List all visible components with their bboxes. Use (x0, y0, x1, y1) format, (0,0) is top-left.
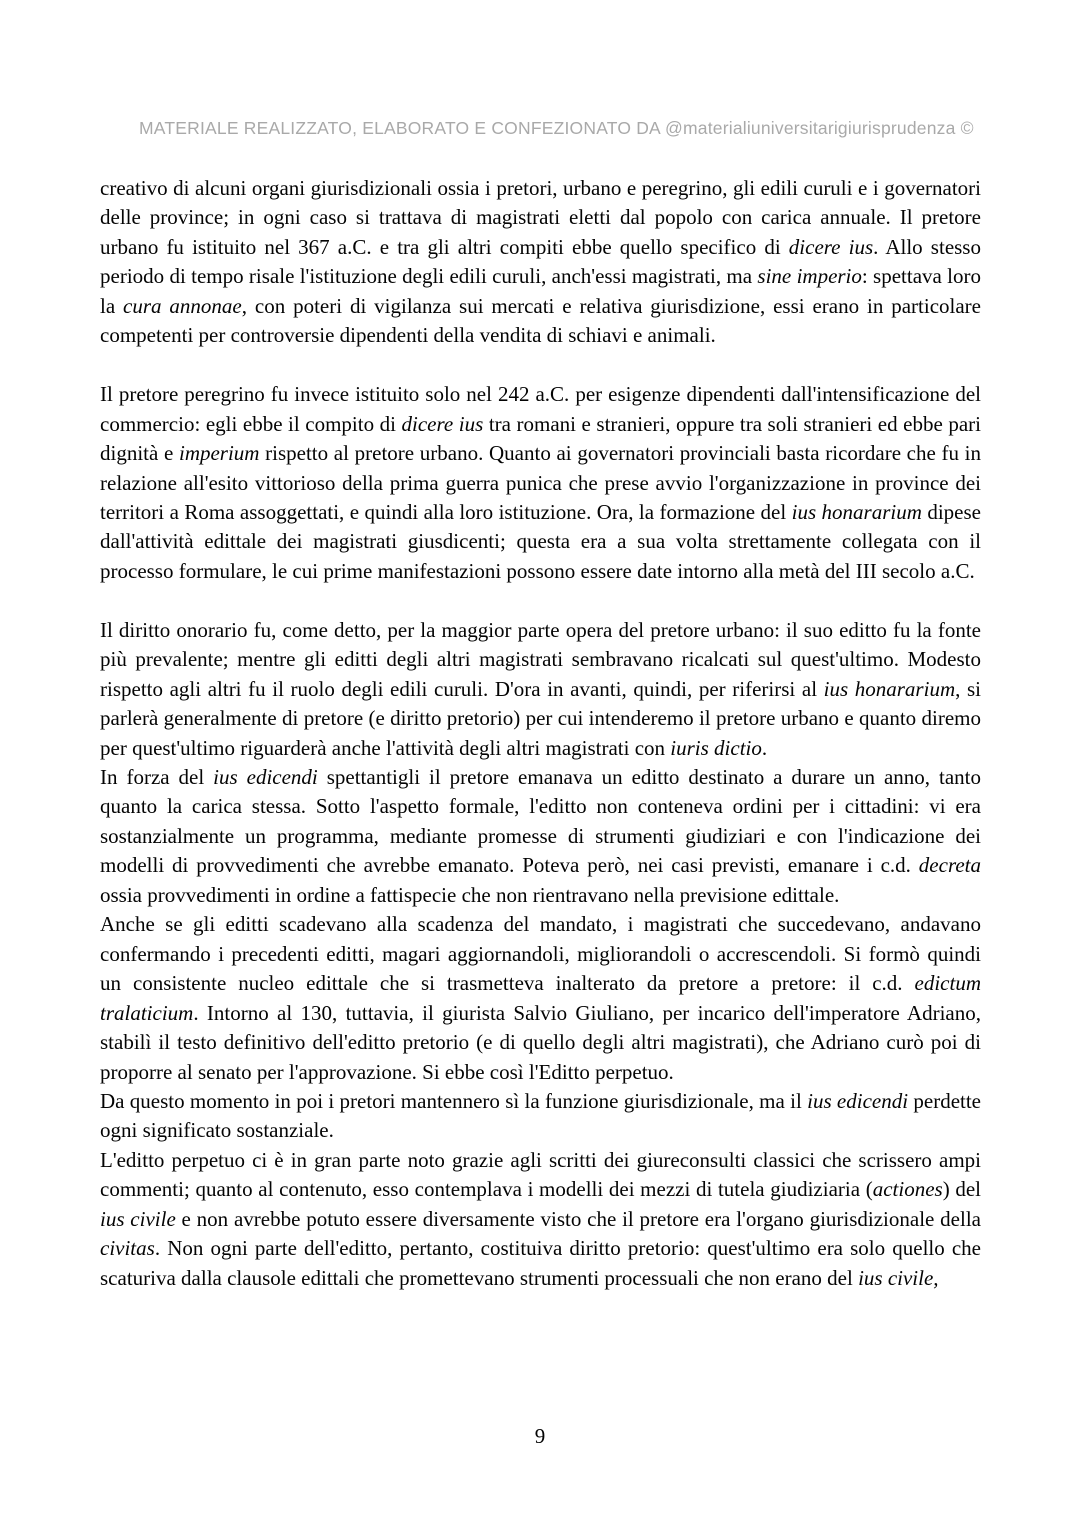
latin-term: imperium (178, 441, 260, 466)
latin-term: ius civile (100, 1206, 176, 1231)
text-run: L'editto perpetuo ci è in gran parte noto grazie agli scritti dei giureconsulti classici che scrissero ampi commenti; quanto al contenuto, esso contemplava i modelli dei mezzi di tutela giudiziaria ( (100, 1147, 981, 1202)
latin-term: cura annonae (123, 293, 242, 318)
latin-term: ius edicendi (807, 1089, 909, 1114)
text-run: Il diritto onorario fu, come detto, per la maggior parte opera del pretore urbano: il suo editto fu la fonte più prevalente; mentre gli editti degli altri magistrati sembravano ricalcati sul quest'ultimo. Modesto rispetto agli altri fu il ruolo degli edili curuli. D'ora in avanti, quindi, per riferirsi al (100, 617, 981, 701)
latin-term: iuris dictio (670, 735, 762, 760)
latin-term: civitas (100, 1236, 155, 1261)
paragraph (100, 1087, 981, 1146)
text-run: Anche se gli editti scadevano alla scadenza del mandato, i magistrati che succedevano, andavano confermando i precedenti editti, magari aggiornandoli, migliorandoli o accrescendoli. Si formò quindi un consistente nucleo edittale che si trasmetteva inalterato da pretore a pretore: il c.d. (100, 912, 981, 996)
latin-term: actiones (872, 1177, 943, 1202)
paragraph (100, 174, 981, 351)
text-run: spettantigli il pretore emanava un editto destinato a durare un anno, tanto quanto la carica stessa. Sotto l'aspetto formale, l'editto non conteneva ordini per i cittadini: vi era sostanzialmente un programma, mediante promesse di strumenti giudiziari e con l'indicazione dei modelli di provvedimenti che avrebbe emanato. Poteva però, nei casi previsti, emanare i c.d. (100, 765, 981, 878)
text-run: dipese dall'attività edittale dei magistrati giusdicenti; questa era a sua volta strettamente collegata con il processo formulare, le cui prime manifestazioni possono essere date intorno alla metà del III secolo a.C. (100, 499, 981, 583)
text-run: In forza del (100, 765, 214, 790)
latin-term: dicere ius (401, 411, 484, 436)
paragraph (100, 910, 981, 1087)
text-run: , si parlerà generalmente di pretore (e diritto pretorio) per cui intenderemo il pretore urbano e quanto diremo per quest'ultimo riguarderà anche l'attività degli altri magistrati con (100, 676, 981, 760)
latin-term: decreta (918, 853, 981, 878)
latin-term: edictum tralaticium (100, 971, 981, 1025)
paragraph (100, 616, 981, 763)
latin-term: ius civile, (858, 1265, 939, 1290)
watermark-header: MATERIALE REALIZZATO, ELABORATO E CONFEZIONATO DA @materialiuniversitarigiurisprudenza © (139, 118, 974, 138)
text-run: . (761, 735, 768, 760)
latin-term: sine imperio (757, 264, 862, 289)
text-run: tra romani e stranieri, oppure tra soli stranieri ed ebbe pari dignità e (100, 411, 981, 466)
paragraph (100, 380, 981, 586)
text-run: Da questo momento in poi i pretori mantennero sì la funzione giurisdizionale, ma il (100, 1089, 808, 1114)
latin-term: ius honararium (791, 499, 922, 524)
text-run: e non avrebbe potuto essere diversamente visto che il pretore era l'organo giurisdizionale della (175, 1206, 981, 1231)
page-number: 9 (534, 1424, 546, 1448)
text-run: creativo di alcuni organi giurisdizionali ossia i pretori, urbano e peregrino, gli edili curuli e i governatori delle province; in ogni caso si trattava di magistrati eletti dal popolo con carica annuale. Il pretore urbano fu istituito nel 367 a.C. e tra gli altri compiti ebbe quello specifico di (100, 176, 981, 259)
text-run: : spettava loro la (100, 264, 982, 318)
text-run: . Intorno al 130, tuttavia, il giurista Salvio Giuliano, per incarico dell'imperatore Adriano, stabilì il testo definitivo dell'editto pretorio (e di quello degli altri magistrati), che Adriano curò poi di proporre al senato per l'approvazione. Si ebbe così l'Editto perpetuo. (100, 1000, 981, 1084)
text-run: rispetto al pretore urbano. Quanto ai governatori provinciali basta ricordare che fu in relazione all'esito vittorioso della prima guerra punica che prese avvio l'organizzazione in province dei territori a Roma assoggettati, e quindi alla loro istituzione. Ora, la formazione del (100, 441, 981, 524)
paragraph (100, 763, 981, 910)
latin-term: ius honararium (823, 676, 956, 701)
text-run: . Non ogni parte dell'editto, pertanto, costituiva diritto pretorio: quest'ultimo era solo quello che scaturiva dalla clausole edittali che promettevano strumenti processuali che non erano del (100, 1236, 981, 1290)
text-run: ossia provvedimenti in ordine a fattispecie che non rientravano nella previsione edittale. (100, 882, 840, 907)
text-run: , con poteri di vigilanza sui mercati e relativa giurisdizione, essi erano in particolare competenti per controversie dipendenti della vendita di schiavi e animali. (100, 293, 981, 348)
text-run: . Allo stesso periodo di tempo risale l'istituzione degli edili curuli, anch'essi magistrati, ma (100, 234, 981, 289)
latin-term: dicere ius (788, 234, 874, 259)
text-run: perdette ogni significato sostanziale. (100, 1089, 981, 1143)
latin-term: ius edicendi (213, 765, 318, 790)
paragraph (100, 1146, 981, 1293)
text-run: ) del (942, 1177, 981, 1202)
document-body (100, 174, 981, 1293)
text-run: Il pretore peregrino fu invece istituito solo nel 242 a.C. per esigenze dipendenti dall'intensificazione del commercio: egli ebbe il compito di (100, 382, 981, 436)
